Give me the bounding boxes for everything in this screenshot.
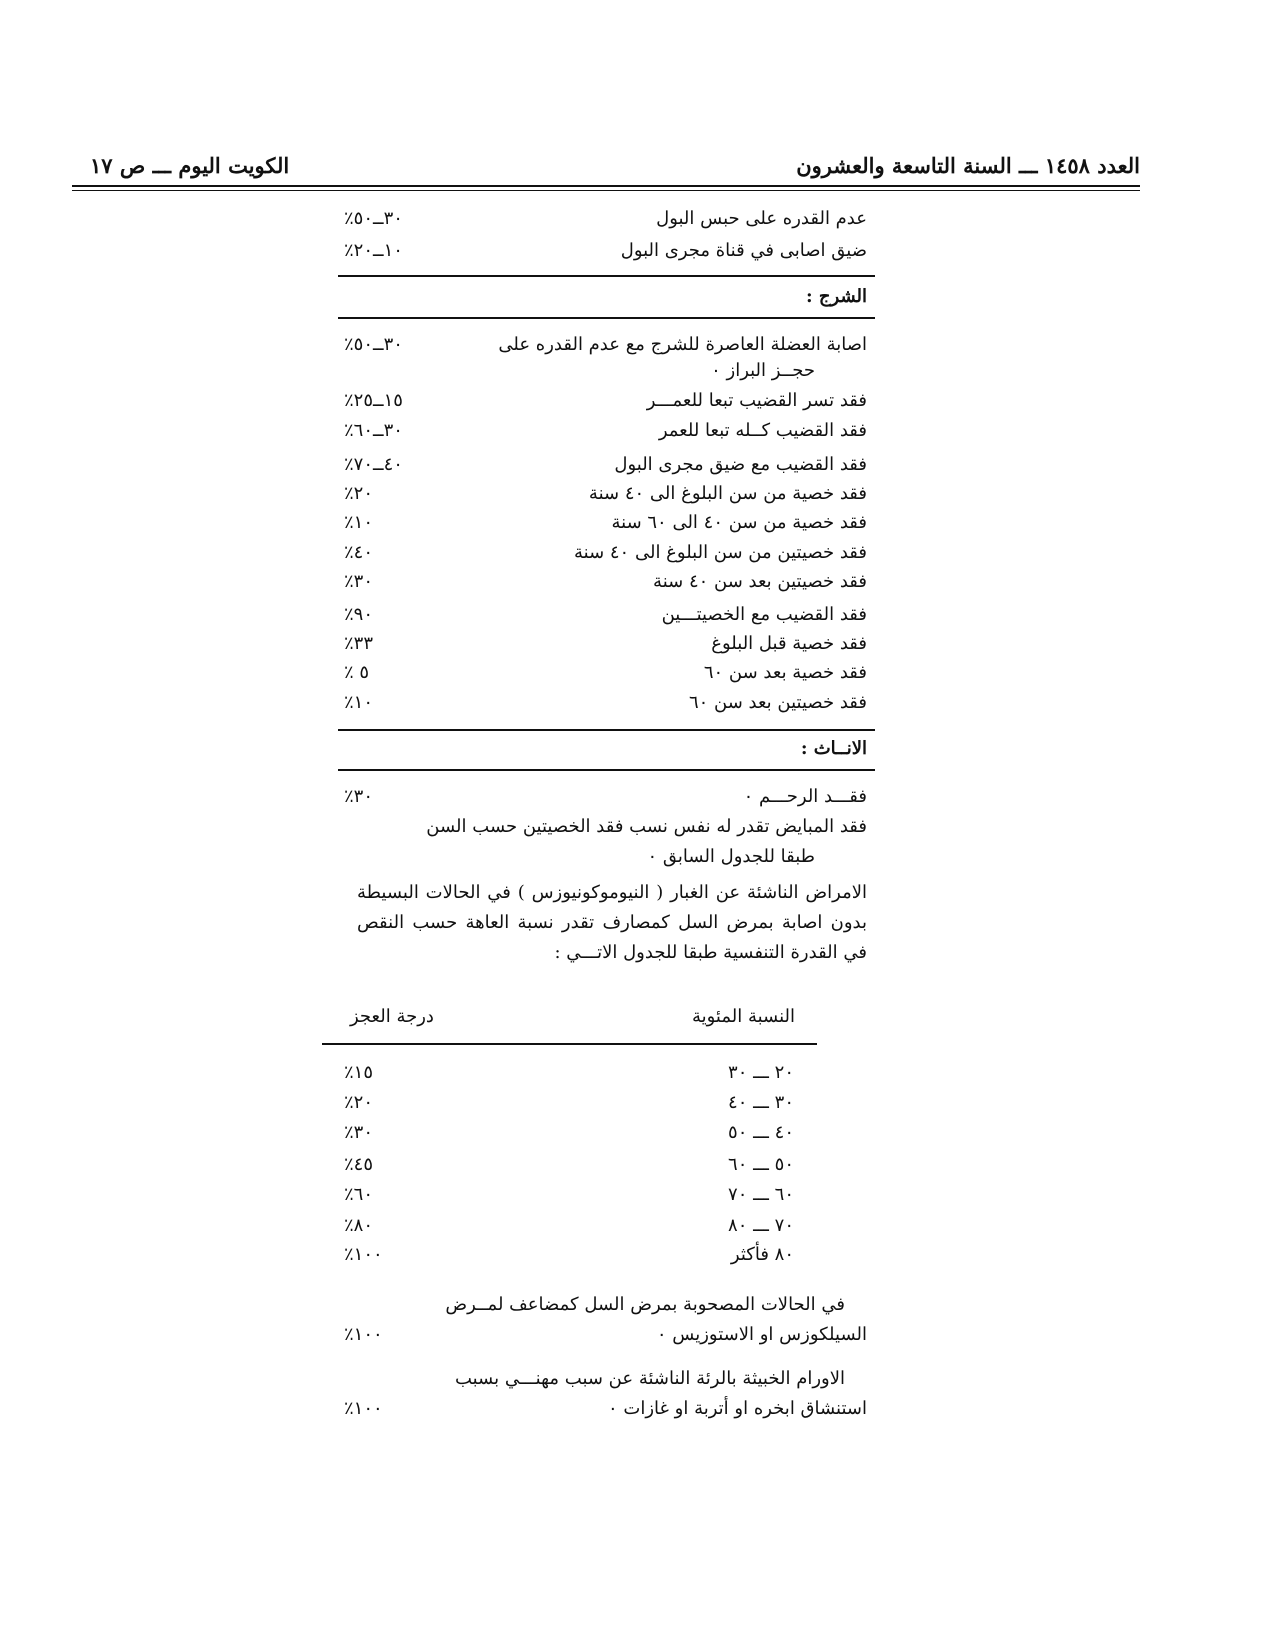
section-divider (338, 275, 875, 277)
table-row (338, 1211, 808, 1241)
item-value: ١٠٠٪ (344, 1398, 383, 1419)
item-label: طبقا للجدول السابق ٠ (647, 846, 815, 867)
list-item (338, 479, 875, 509)
item-label: حجــز البراز ٠ (711, 360, 815, 381)
list-item (338, 386, 875, 416)
list-item-continued (338, 1320, 875, 1350)
item-value: ٩٠٪ (344, 604, 374, 625)
header-rule-thin (72, 190, 1140, 191)
item-label: فقد خصية من سن البلوغ الى ٤٠ سنة (588, 483, 867, 504)
item-value: ٣٠ــ٦٠٪ (344, 420, 403, 441)
page-header (72, 153, 1140, 185)
list-item-continued (338, 1394, 875, 1424)
table-row (338, 1150, 808, 1180)
publication-page: الكويت اليوم ـــ ص ١٧ (90, 153, 290, 178)
item-label: ضيق اصابى في قناة مجرى البول (620, 240, 867, 261)
table-row (338, 1088, 808, 1118)
table-cell-degree: ١٥٪ (344, 1062, 374, 1083)
list-item (338, 812, 875, 842)
item-value: ٣٠٪ (344, 571, 374, 592)
item-value: ٤٠ــ٧٠٪ (344, 454, 403, 475)
table-row (338, 1180, 808, 1210)
list-item-continued (338, 356, 875, 386)
table-cell-degree: ٤٥٪ (344, 1154, 374, 1175)
item-label: فقد خصية بعد سن ٦٠ (703, 662, 867, 683)
item-label: السيلكوزس او الاستوزيس ٠ (656, 1324, 867, 1345)
list-item (338, 658, 875, 688)
item-label: فقد خصيتين بعد سن ٤٠ سنة (653, 571, 867, 592)
list-item (338, 538, 875, 568)
section-heading-female: الانــاث : (800, 738, 867, 759)
item-label: فقد القضيب مع ضيق مجرى البول (614, 454, 867, 475)
item-value: ٥ ٪ (344, 662, 370, 683)
table-cell-range: ٣٠ ـــ ٤٠ (728, 1092, 794, 1113)
item-label: فقد خصيتين من سن البلوغ الى ٤٠ سنة (574, 542, 867, 563)
list-item (338, 450, 875, 480)
item-value: ٣٠٪ (344, 786, 374, 807)
section-divider (338, 729, 875, 731)
item-value: ١٠٠٪ (344, 1324, 383, 1345)
item-label: اصابة العضلة العاصرة للشرج مع عدم القدره على (498, 334, 867, 355)
table-row (338, 1240, 808, 1270)
header-rule (72, 185, 1140, 187)
item-value: ٤٠٪ (344, 542, 374, 563)
section-divider (338, 769, 875, 771)
item-label: فقد خصية قبل البلوغ (711, 633, 867, 654)
table-row (338, 1058, 808, 1088)
item-value: ١٥ــ٢٥٪ (344, 390, 403, 411)
list-item (338, 1290, 875, 1320)
table-header-percent: النسبة المئوية (691, 1006, 795, 1027)
list-item-continued (338, 842, 875, 872)
item-value: ٣٣٪ (344, 633, 374, 654)
list-item (338, 236, 875, 266)
table-header-degree: درجة العجز (350, 1006, 434, 1027)
table-cell-range: ٧٠ ـــ ٨٠ (728, 1215, 794, 1236)
list-item (338, 688, 875, 718)
table-cell-range: ٥٠ ـــ ٦٠ (728, 1154, 794, 1175)
item-value: ١٠٪ (344, 512, 374, 533)
item-label: فقد خصية من سن ٤٠ الى ٦٠ سنة (611, 512, 867, 533)
table-cell-degree: ٨٠٪ (344, 1215, 374, 1236)
list-item (338, 782, 875, 812)
item-value: ٢٠٪ (344, 483, 374, 504)
table-cell-range: ٢٠ ـــ ٣٠ (728, 1062, 794, 1083)
section-heading-anus: الشرج : (805, 286, 867, 307)
table-divider (322, 1043, 817, 1045)
table-cell-range: ٨٠ فأكثر (730, 1244, 794, 1265)
list-item (338, 629, 875, 659)
item-label: فقد القضيب مع الخصيتـــين (661, 604, 867, 625)
table-cell-degree: ١٠٠٪ (344, 1244, 383, 1265)
table-cell-degree: ٣٠٪ (344, 1122, 374, 1143)
item-label: في الحالات المصحوبة بمرض السل كمضاعف لمــرض (445, 1294, 845, 1315)
dust-paragraph: الامراض الناشئة عن الغبار ( النيوموكونيوزس ) في الحالات البسيطة بدون اصابة بمرض السل كمصارف تقدر نسبة العاهة حسب النقص في القدرة التنفسية طبقا للجدول الاتـــي : (357, 882, 867, 963)
list-item (338, 204, 875, 234)
list-item (338, 416, 875, 446)
issue-info: العدد ١٤٥٨ ـــ السنة التاسعة والعشرون (796, 153, 1140, 178)
item-label: فقـــد الرحـــم ٠ (743, 786, 867, 807)
item-label: استنشاق ابخره او أتربة او غازات ٠ (608, 1398, 867, 1419)
list-item (338, 508, 875, 538)
table-cell-range: ٤٠ ـــ ٥٠ (728, 1122, 794, 1143)
section-divider (338, 317, 875, 319)
item-label: الاورام الخبيثة بالرئة الناشئة عن سبب مهنـــي بسبب (454, 1368, 845, 1389)
list-item (338, 567, 875, 597)
item-label: فقد تسر القضيب تبعا للعمـــر (646, 390, 867, 411)
table-cell-degree: ٢٠٪ (344, 1092, 374, 1113)
list-item (338, 600, 875, 630)
item-value: ١٠ــ٢٠٪ (344, 240, 403, 261)
item-value: ٣٠ــ٥٠٪ (344, 208, 403, 229)
item-label: فقد القضيب كــله تبعا للعمر (658, 420, 867, 441)
item-value: ٣٠ــ٥٠٪ (344, 334, 403, 355)
table-cell-range: ٦٠ ـــ ٧٠ (728, 1184, 794, 1205)
list-item (338, 1364, 875, 1394)
table-row (338, 1118, 808, 1148)
item-label: عدم القدره على حبس البول (656, 208, 867, 229)
item-label: فقد المبايض تقدر له نفس نسب فقد الخصيتين حسب السن (426, 816, 867, 837)
item-label: فقد خصيتين بعد سن ٦٠ (688, 692, 867, 713)
item-value: ١٠٪ (344, 692, 374, 713)
table-cell-degree: ٦٠٪ (344, 1184, 374, 1205)
